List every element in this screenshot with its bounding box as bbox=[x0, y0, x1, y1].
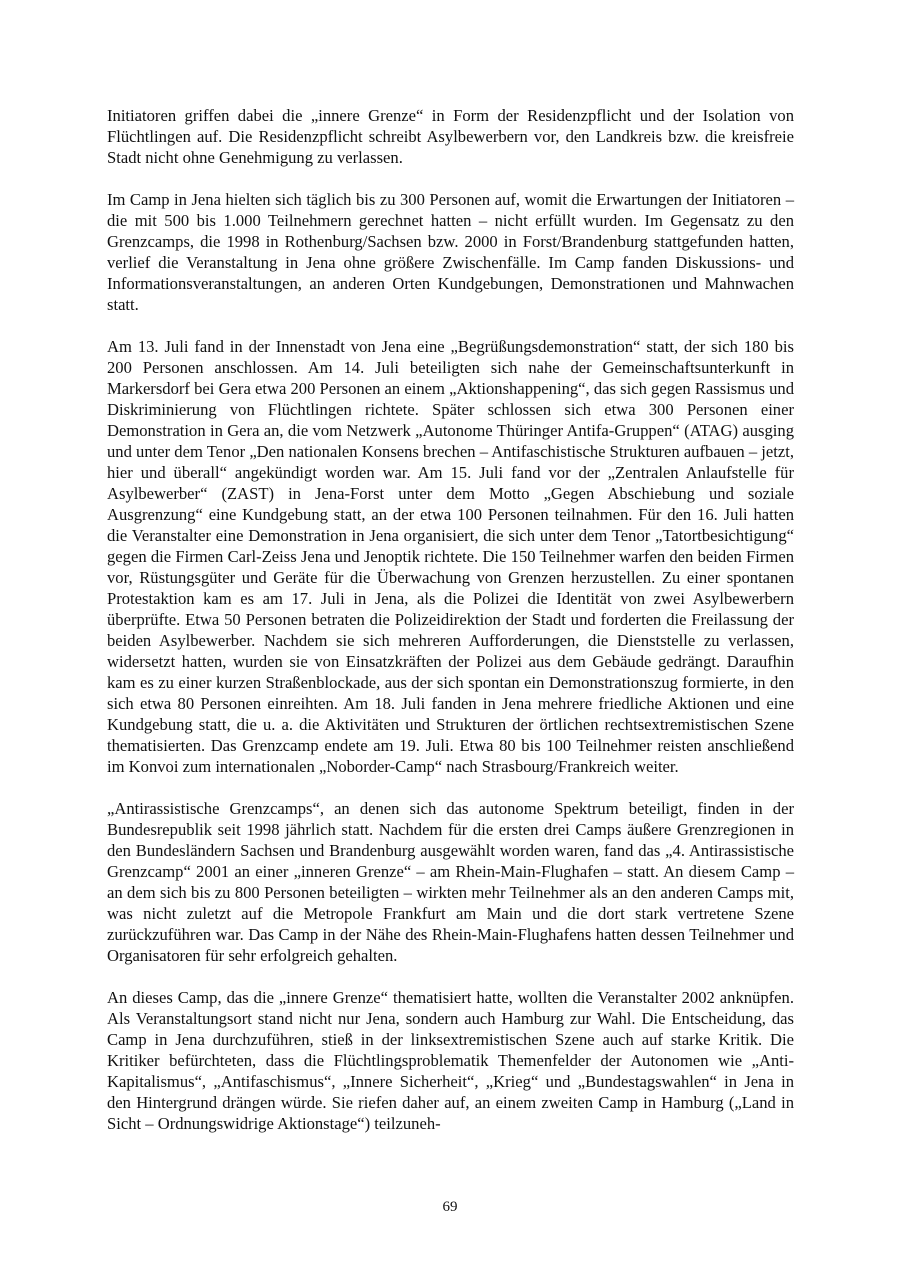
paragraph-2: Im Camp in Jena hielten sich täglich bis zu 300 Personen auf, womit die Erwartungen der Initiatoren – die mit 500 bis 1.000 Teilnehmern gerechnet hatten – nicht erfüllt wurden. Im Gegensatz zu den Grenzcamps, die 1998 in Rothenburg/Sachsen bzw. 2000 in Forst/Brandenburg stattgefunden hatten, verlief die Veranstaltung in Jena ohne größere Zwischenfälle. Im Camp fanden Diskussions- und Informationsveranstaltungen, an anderen Orten Kundgebungen, Demonstrationen und Mahnwachen statt. bbox=[107, 190, 794, 314]
page-number: 69 bbox=[442, 1199, 458, 1215]
paragraph-5: An dieses Camp, das die „innere Grenze“ thematisiert hatte, wollten die Veranstalter 2002 anknüpfen. Als Veranstaltungsort stand nicht nur Jena, sondern auch Hamburg zur Wahl. Die Entscheidung, das Camp in Jena durchzuführen, stieß in der linksextremistischen Szene auch auf starke Kritik. Die Kritiker befürchteten, dass die Flüchtlingsproblematik Themenfelder der Autonomen wie „Anti-Kapitalismus“, „Antifaschismus“, „Innere Sicherheit“, „Krieg“ und „Bundestagswahlen“ in Jena in den Hintergrund drängen würde. Sie riefen daher auf, an einem zweiten Camp in Hamburg („Land in Sicht – Ordnungswidrige Aktionstage“) teilzuneh- bbox=[107, 988, 794, 1133]
paragraph-3: Am 13. Juli fand in der Innenstadt von Jena eine „Begrüßungsdemonstration“ statt, der sich 180 bis 200 Personen anschlossen. Am 14. Juli beteiligten sich nahe der Gemeinschaftsunterkunft in Markersdorf bei Gera etwa 200 Personen an einem „Aktionshappening“, das sich gegen Rassismus und Diskriminierung von Flüchtlingen richtete. Später schlossen sich etwa 300 Personen einer Demonstration in Gera an, die vom Netzwerk „Autonome Thüringer Antifa-Gruppen“ (ATAG) ausging und unter dem Tenor „Den nationalen Konsens brechen – Antifaschistische Strukturen aufbauen – jetzt, hier und überall“ angekündigt worden war. Am 15. Juli fand vor der „Zentralen Anlaufstelle für Asylbewerber“ (ZAST) in Jena-Forst unter dem Motto „Gegen Abschiebung und soziale Ausgrenzung“ eine Kundgebung statt, an der etwa 100 Personen teilnahmen. Für den 16. Juli hatten die Veranstalter eine Demonstration in Jena organisiert, die sich unter dem Tenor „Tatortbesichtigung“ gegen die Firmen Carl-Zeiss Jena und Jenoptik richtete. Die 150 Teilnehmer warfen den beiden Firmen vor, Rüstungsgüter und Geräte für die Überwachung von Grenzen herzustellen. Zu einer spontanen Protestaktion kam es am 17. Juli in Jena, als die Polizei die Identität von zwei Asylbewerbern überprüfte. Etwa 50 Personen betraten die Polizeidirektion der Stadt und forderten die Freilassung der beiden Asylbewerber. Nachdem sie sich mehreren Aufforderungen, die Dienststelle zu verlassen, widersetzt hatten, wurden sie von Einsatzkräften der Polizei aus dem Gebäude gedrängt. Daraufhin kam es zu einer kurzen Straßenblockade, aus der sich spontan ein Demonstrationszug formierte, in den sich etwa 80 Personen einreihten. Am 18. Juli fanden in Jena mehrere friedliche Aktionen und eine Kundgebung statt, die u. a. die Aktivitäten und Strukturen der örtlichen rechtsextremistischen Szene thematisierten. Das Grenzcamp endete am 19. Juli. Etwa 80 bis 100 Teilnehmer reisten anschließend im Konvoi zum internationalen „Noborder-Camp“ nach Strasbourg/Frankreich weiter. bbox=[107, 337, 794, 776]
paragraph-4: „Antirassistische Grenzcamps“, an denen sich das autonome Spektrum beteiligt, finden in der Bundesrepublik seit 1998 jährlich statt. Nachdem für die ersten drei Camps äußere Grenzregionen in den Bundesländern Sachsen und Brandenburg ausgewählt worden waren, fand das „4. Antirassistische Grenzcamp“ 2001 an einer „inneren Grenze“ – am Rhein-Main-Flughafen – statt. An diesem Camp – an dem sich bis zu 800 Personen beteiligten – wirkten mehr Teilnehmer als an den anderen Camps mit, was nicht zuletzt auf die Metropole Frankfurt am Main und die dort stark vertretene Szene zurückzuführen war. Das Camp in der Nähe des Rhein-Main-Flughafens hatten dessen Teilnehmer und Organisatoren für sehr erfolgreich gehalten. bbox=[107, 799, 794, 965]
body-text bbox=[107, 105, 794, 1155]
paragraph-1: Initiatoren griffen dabei die „innere Grenze“ in Form der Residenzpflicht und der Isolation von Flüchtlingen auf. Die Residenzpflicht schreibt Asylbewerbern vor, den Landkreis bzw. die kreisfreie Stadt nicht ohne Genehmigung zu verlassen. bbox=[107, 106, 794, 167]
